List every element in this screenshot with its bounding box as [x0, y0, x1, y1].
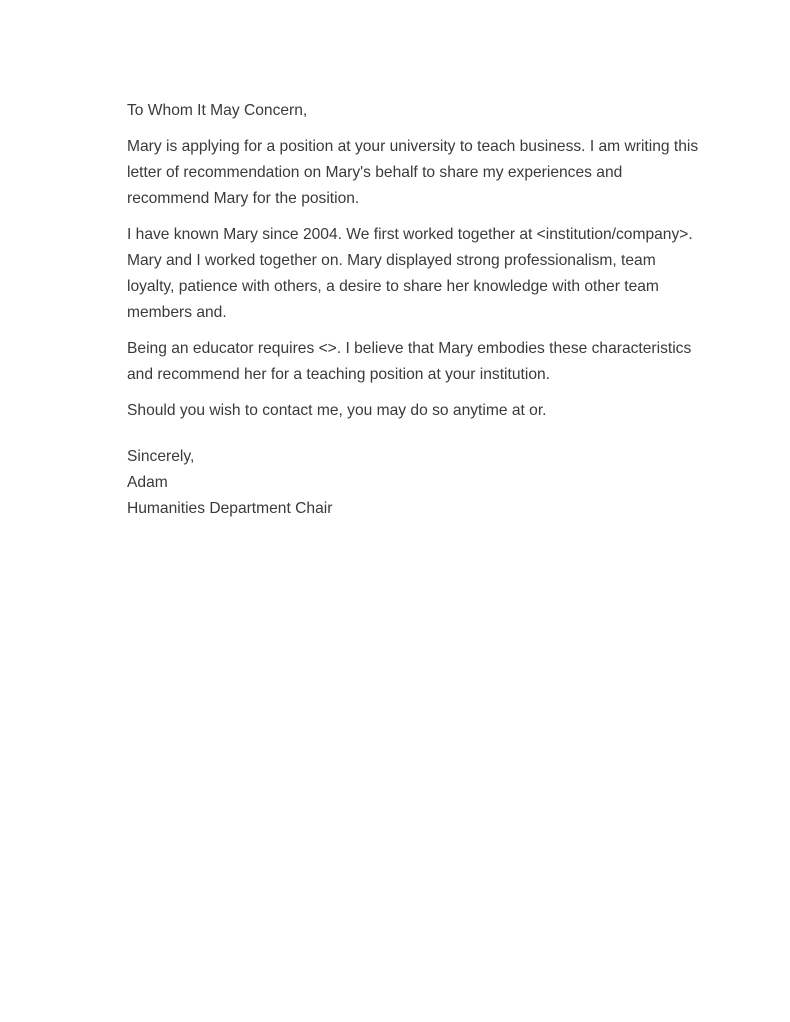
paragraph-intro [127, 134, 727, 212]
paragraph-line: I have known Mary since 2004. We first worked together at <institution/company>. [127, 226, 693, 243]
paragraph-line: recommend Mary for the position. [127, 190, 360, 207]
paragraph-line: Mary and I worked together on. Mary displayed strong professionalism, team [127, 252, 656, 269]
signer-name: Adam [127, 474, 168, 491]
letter-page [127, 98, 727, 522]
paragraph-line: Mary is applying for a position at your university to teach business. I am writing this [127, 138, 699, 155]
salutation: To Whom It May Concern, [127, 102, 308, 119]
paragraph-line: members and. [127, 304, 227, 321]
paragraph-line: Being an educator requires <>. I believe that Mary embodies these characteristics [127, 340, 692, 357]
paragraph-recommendation [127, 336, 727, 388]
paragraph-contact [127, 398, 727, 424]
valediction: Sincerely, [127, 448, 195, 465]
paragraph-history [127, 222, 727, 326]
paragraph-line: loyalty, patience with others, a desire to share her knowledge with other team [127, 278, 659, 295]
paragraph-line: letter of recommendation on Mary's behalf to share my experiences and [127, 164, 623, 181]
closing-block [127, 444, 727, 522]
paragraph-line: Should you wish to contact me, you may do so anytime at or. [127, 402, 547, 419]
signer-title: Humanities Department Chair [127, 500, 333, 517]
paragraph-line: and recommend her for a teaching position at your institution. [127, 366, 551, 383]
